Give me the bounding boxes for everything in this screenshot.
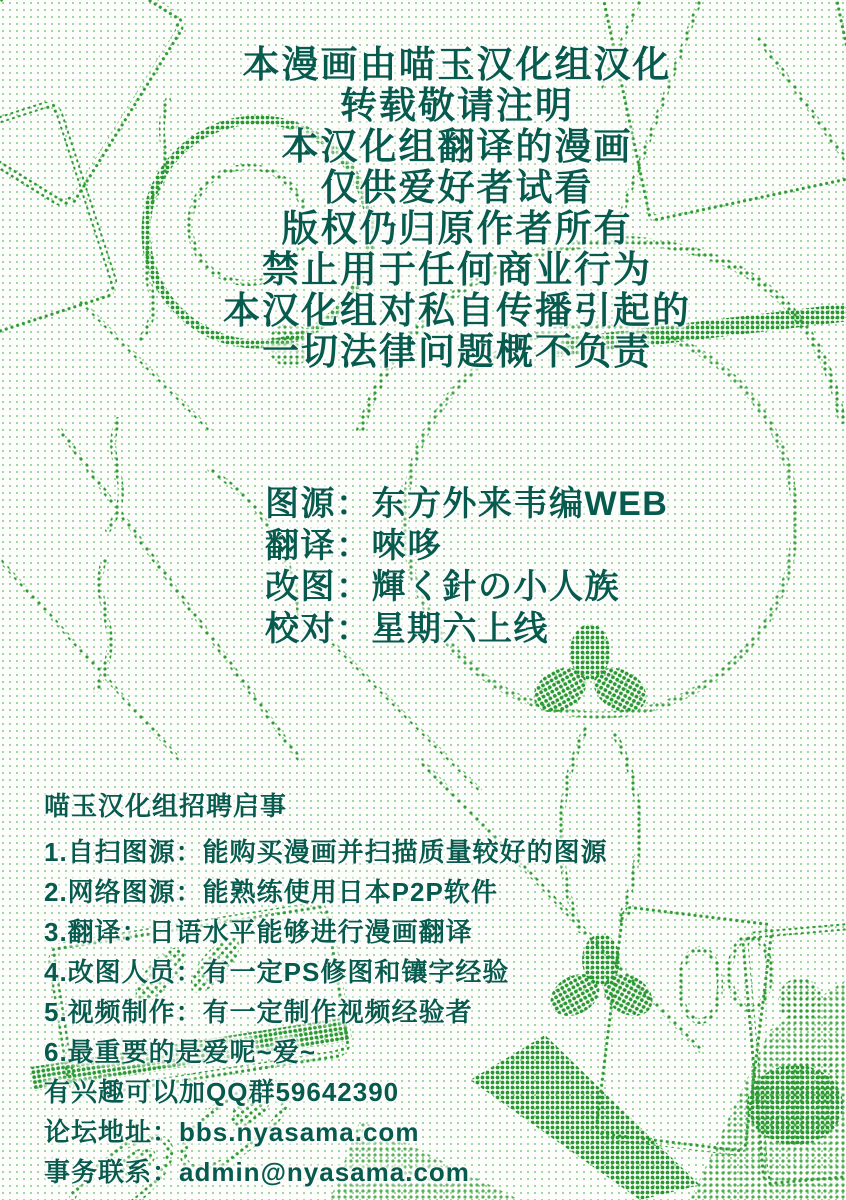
credits-block (265, 484, 668, 650)
credit-value: 輝く針の小人族 (371, 568, 620, 606)
credit-value: 星期六上线 (371, 609, 549, 648)
disclaimer-line: 一切法律问题概不负责 (262, 331, 652, 372)
disclaimer-line: 本汉化组对私自传播引起的 (223, 290, 691, 331)
credit-row-translator (265, 526, 668, 568)
disclaimer-line: 转载敬请注明 (340, 85, 574, 126)
credit-value: 唻哆 (371, 526, 443, 565)
credit-label: 改图： (265, 568, 372, 606)
credit-row-proofreader (265, 609, 668, 651)
credit-label: 翻译： (265, 526, 372, 565)
credit-label: 校对： (265, 609, 372, 648)
disclaimer-line: 仅供爱好者试看 (320, 167, 594, 208)
disclaimer-line: 版权仍归原作者所有 (281, 208, 633, 249)
recruitment-item: 1.自扫图源：能购买漫画并扫描质量较好的图源 (44, 837, 608, 867)
disclaimer-block (0, 44, 846, 372)
recruitment-item: 4.改图人员：有一定PS修图和镶字经验 (44, 957, 510, 987)
credit-row-source (265, 484, 668, 526)
recruitment-title: 喵玉汉化组招聘启事 (44, 791, 288, 821)
credit-label: 图源： (265, 485, 372, 523)
credit-value: 东方外来韦编WEB (371, 485, 669, 523)
recruitment-block (44, 786, 608, 1192)
contact-email-line: 事务联系：admin@nyasama.com (44, 1157, 470, 1187)
disclaimer-line: 本汉化组翻译的漫画 (281, 126, 633, 167)
credit-row-editor (265, 567, 668, 609)
contact-qq-line: 有兴趣可以加QQ群59642390 (44, 1077, 400, 1107)
recruitment-item: 2.网络图源：能熟练使用日本P2P软件 (44, 877, 498, 907)
recruitment-item: 3.翻译：日语水平能够进行漫画翻译 (44, 917, 473, 947)
contact-forum-line: 论坛地址：bbs.nyasama.com (44, 1117, 420, 1147)
disclaimer-line: 本漫画由喵玉汉化组汉化 (242, 44, 672, 85)
disclaimer-line: 禁止用于任何商业行为 (262, 249, 652, 290)
recruitment-item: 6.最重要的是爱呢~爱~ (44, 1037, 317, 1067)
recruitment-item: 5.视频制作：有一定制作视频经验者 (44, 997, 473, 1027)
